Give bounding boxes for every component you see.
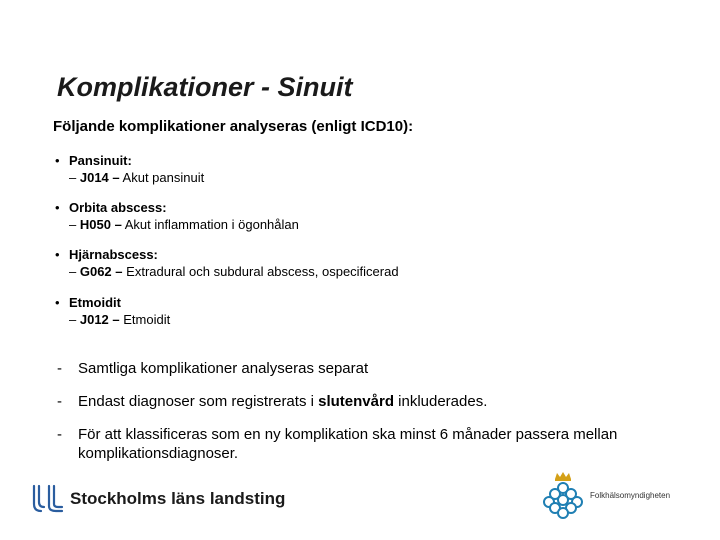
note-text: Endast diagnoser som registrerats i slutenvård inkluderades.: [78, 393, 488, 410]
complication-heading: Orbita abscess:: [69, 200, 167, 215]
complication-heading: Etmoidit: [69, 295, 121, 310]
complication-heading: Hjärnabscess:: [69, 247, 158, 262]
complication-item: [55, 246, 399, 280]
complication-item: [55, 199, 299, 233]
separator: –: [115, 264, 123, 279]
complication-item: [55, 152, 204, 186]
complication-description: Etmoidit: [123, 312, 171, 327]
icd-code: J014: [79, 170, 109, 185]
bullet-icon: •: [55, 295, 60, 310]
dash: –: [69, 217, 77, 232]
icd-code: J012: [79, 312, 109, 327]
complication-description: Akut inflammation i ögonhålan: [124, 217, 299, 232]
note-text: För att klassificeras som en ny komplikation ska minst 6 månader passera mellan komplikationsdiagnoser.: [78, 426, 618, 462]
fhm-logo-text: Folkhälsomyndigheten: [590, 490, 671, 500]
fhm-logo: [538, 470, 670, 520]
bullet-icon: •: [55, 200, 60, 215]
note-item: [57, 392, 677, 411]
dash: -: [57, 393, 62, 410]
sll-logo-icon: [30, 484, 64, 514]
note-item: [57, 359, 677, 378]
dash: –: [69, 170, 77, 185]
icd-code: G062: [79, 264, 112, 279]
complication-description: Akut pansinuit: [122, 170, 205, 185]
complication-description: Extradural och subdural abscess, ospecificerad: [126, 264, 399, 279]
dash: –: [69, 312, 77, 327]
bullet-icon: •: [55, 247, 60, 262]
sll-logo: [30, 484, 285, 514]
emphasis: slutenvård: [318, 393, 394, 410]
dash: -: [57, 360, 62, 377]
fhm-crest-icon: [538, 470, 588, 520]
separator: –: [112, 312, 120, 327]
dash: -: [57, 426, 62, 443]
complication-heading: Pansinuit:: [69, 153, 132, 168]
note-text: Samtliga komplikationer analyseras separat: [78, 360, 369, 377]
page-title: Komplikationer - Sinuit: [57, 72, 353, 102]
subtitle: Följande komplikationer analyseras (enligt ICD10):: [53, 118, 414, 135]
dash: –: [69, 264, 77, 279]
separator: –: [114, 217, 122, 232]
note-item: [57, 425, 677, 463]
sll-logo-text: Stockholms läns landsting: [70, 489, 286, 508]
icd-code: H050: [79, 217, 111, 232]
complication-item: [55, 294, 170, 328]
bullet-icon: •: [55, 153, 60, 168]
separator: –: [112, 170, 120, 185]
